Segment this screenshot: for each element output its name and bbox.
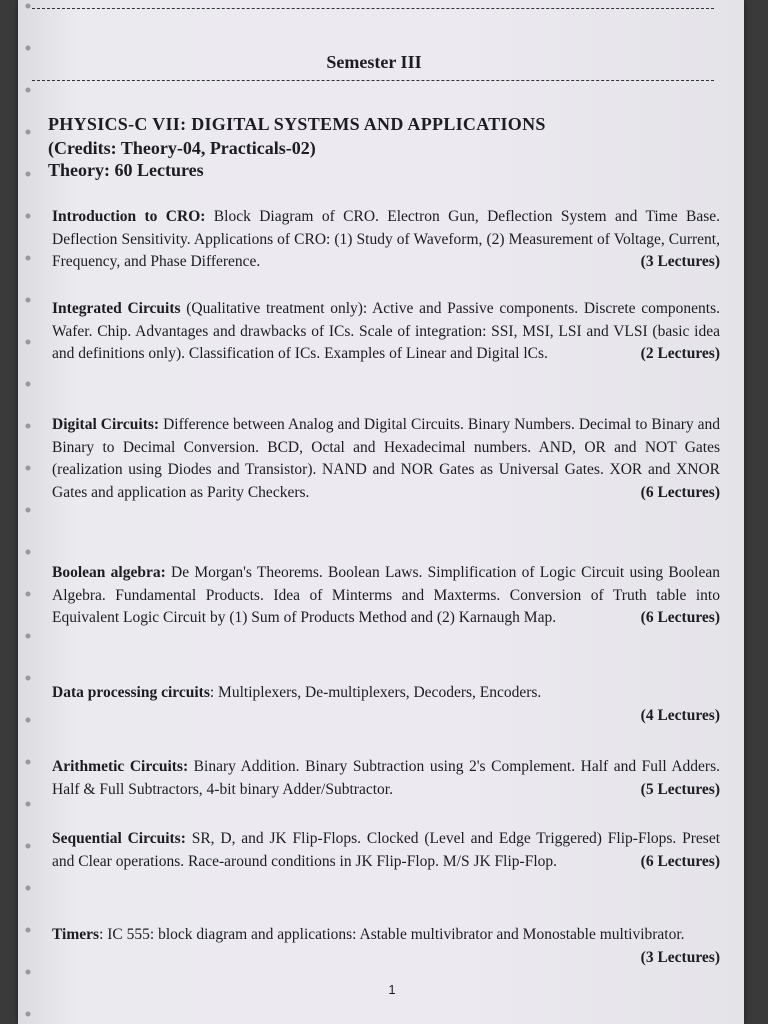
section-sequential-circuits	[52, 828, 720, 873]
section-heading: Boolean algebra:	[52, 564, 166, 581]
section-heading: Arithmetic Circuits:	[52, 758, 189, 775]
section-body: : IC 555: block diagram and applications: Astable multivibrator and Monostable multivibrator.	[99, 926, 685, 943]
section-body: SR, D, and JK Flip-Flops. Clocked (Level and Edge Triggered) Flip-Flops. Preset and Clear operations. Race-around conditions in JK Flip-Flop. M/S JK Flip-Flop.	[52, 830, 720, 870]
section-body: : Multiplexers, De-multiplexers, Decoders, Encoders.	[209, 684, 542, 701]
section-lectures: (3 Lectures)	[640, 948, 720, 966]
section-heading: Integrated Circuits	[52, 300, 181, 317]
section-timers	[52, 924, 720, 969]
section-lectures: (6 Lectures)	[640, 483, 720, 501]
section-body: Block Diagram of CRO. Electron Gun, Deflection System and Time Base. Deflection Sensitivity. Applications of CRO: (1) Study of Waveform, (2) Measurement of Voltage, Current, Frequency, and Phase Difference.	[52, 208, 720, 270]
section-lectures: (3 Lectures)	[640, 253, 720, 270]
section-heading: Timers	[52, 926, 100, 943]
section-integrated-circuits	[52, 298, 720, 366]
section-introduction-to-cro	[52, 206, 720, 274]
syllabus-page	[18, 0, 744, 1024]
section-lectures: (6 Lectures)	[640, 852, 720, 870]
top-divider	[32, 8, 714, 9]
semester-divider	[32, 80, 714, 81]
section-heading: Introduction to CRO:	[52, 208, 206, 225]
section-lectures: (2 Lectures)	[640, 345, 720, 362]
section-heading: Sequential Circuits:	[52, 830, 186, 847]
section-body: Binary Addition. Binary Subtraction using 2's Complement. Half and Full Adders. Half & Full Subtractors, 4-bit binary Adder/Subtractor.	[52, 758, 720, 798]
section-lectures: (4 Lectures)	[640, 706, 720, 724]
section-body: (Qualitative treatment only): Active and Passive components. Discrete components. Wafer. Chip. Advantages and drawbacks of ICs. Scale of integration: SSI, MSI, LSI and VLSI (basic idea and definitions only). Classification of ICs. Examples of Linear and Digital lCs.	[52, 300, 720, 362]
section-lectures: (6 Lectures)	[640, 609, 720, 626]
section-lectures: (5 Lectures)	[640, 780, 720, 798]
section-body: Difference between Analog and Digital Circuits. Binary Numbers. Decimal to Binary and Binary to Decimal Conversion. BCD, Octal and Hexadecimal numbers. AND, OR and NOT Gates (realization using Diodes and Transistor). NAND and NOR Gates as Universal Gates. XOR and XNOR Gates and application as Parity Checkers.	[52, 416, 721, 501]
course-title: PHYSICS-C VII: DIGITAL SYSTEMS AND APPLICATIONS	[48, 114, 546, 134]
section-data-processing-circuits	[52, 682, 720, 727]
course-credits: (Credits: Theory-04, Practicals-02)	[48, 138, 316, 158]
section-heading: Data processing circuits	[52, 684, 210, 701]
page-number: 1	[388, 982, 396, 997]
spiral-binding	[22, 0, 34, 1024]
section-digital-circuits	[52, 414, 720, 504]
section-arithmetic-circuits	[52, 756, 720, 801]
section-boolean-algebra	[52, 562, 720, 630]
section-body: De Morgan's Theorems. Boolean Laws. Simplification of Logic Circuit using Boolean Algebra. Fundamental Products. Idea of Minterms and Maxterms. Conversion of Truth table into Equivalent Logic Circuit by (1) Sum of Products Method and (2) Karnaugh Map.	[52, 564, 720, 626]
course-theory-lectures: Theory: 60 Lectures	[48, 160, 204, 180]
section-heading: Digital Circuits:	[52, 416, 160, 433]
semester-heading: Semester III	[326, 52, 422, 72]
